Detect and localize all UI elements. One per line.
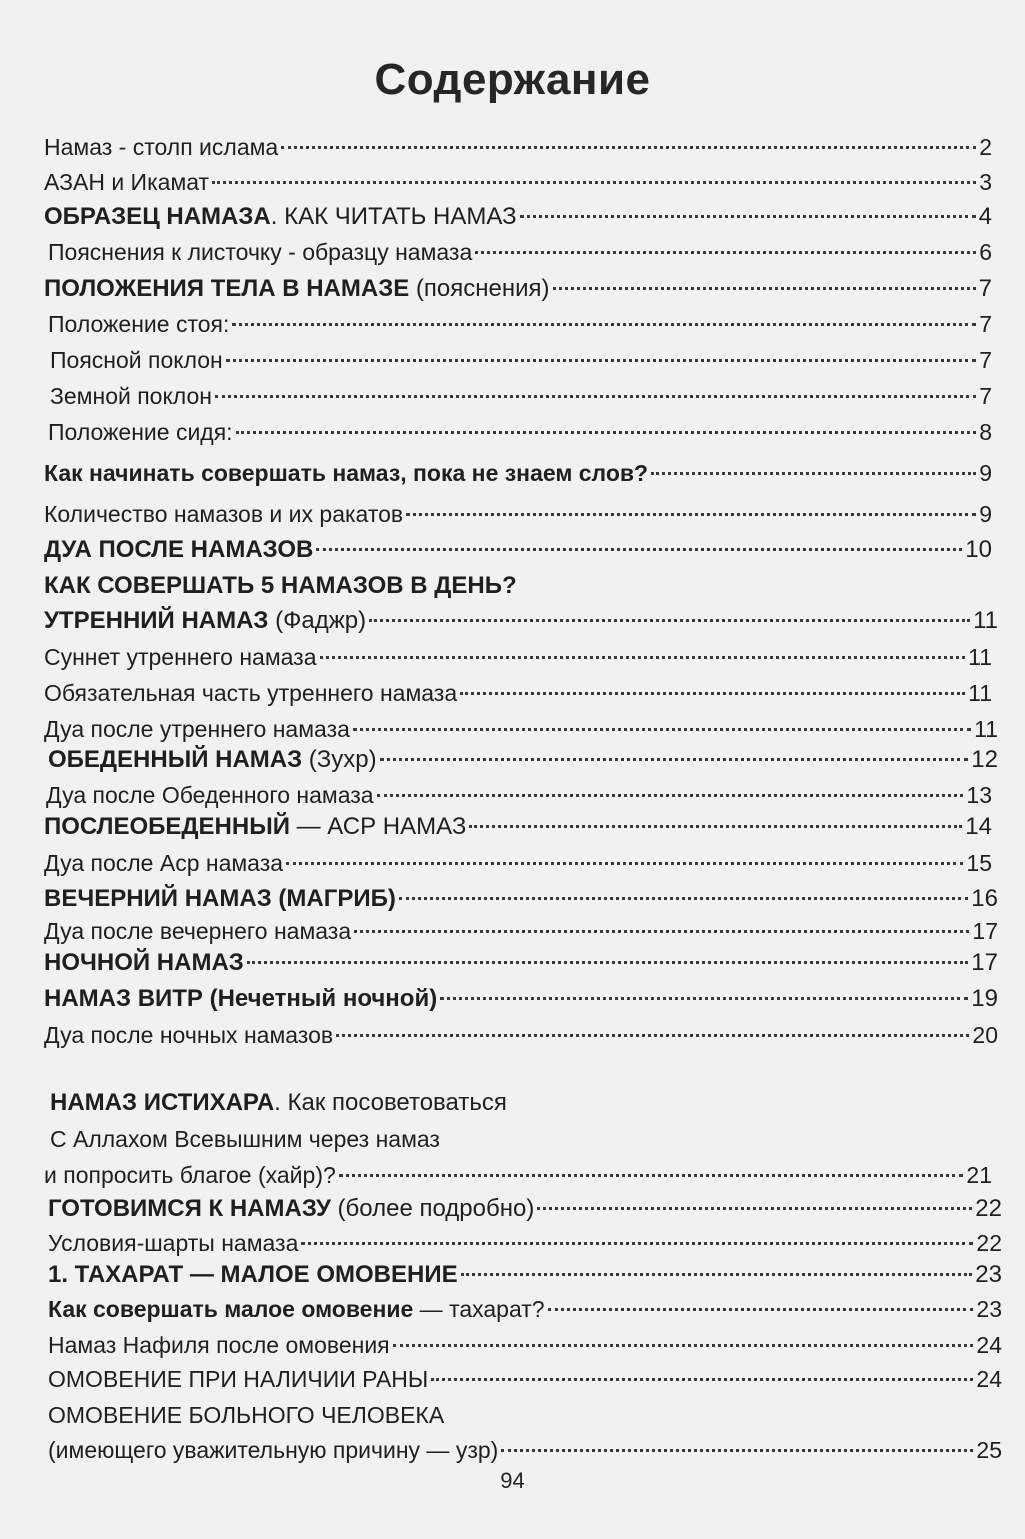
toc-entry-bold-text: НОЧНОЙ НАМАЗ — [44, 949, 244, 976]
toc-entry-bold-text: 1. ТАХАРАТ — МАЛОЕ ОМОВЕНИЕ — [48, 1261, 458, 1288]
toc-entry-bold-text: НАМАЗ ИСТИХАРА — [50, 1089, 275, 1116]
toc-entry-title — [44, 712, 350, 746]
dot-leader — [301, 1242, 973, 1245]
toc-entry — [44, 272, 992, 306]
dot-leader — [281, 146, 976, 149]
toc-entry-bold-text: ВЕЧЕРНИЙ НАМАЗ (МАГРИБ) — [44, 885, 396, 912]
toc-entry-bold-text: ГОТОВИМСЯ К НАМАЗУ — [48, 1195, 331, 1222]
dot-leader — [232, 323, 976, 326]
toc-entry-page: 20 — [972, 1022, 998, 1048]
toc-entry — [48, 307, 992, 341]
page-number: 94 — [500, 1468, 525, 1493]
toc-entry — [44, 810, 992, 844]
dot-leader — [520, 215, 976, 218]
toc-entry — [48, 1226, 1002, 1260]
toc-entry-title — [48, 1258, 458, 1292]
toc-entry — [44, 676, 992, 710]
toc-entry-title — [48, 1192, 534, 1226]
toc-entry-text: (Фаджр) — [268, 607, 367, 634]
toc-entry-title — [48, 1226, 298, 1260]
dot-leader — [215, 395, 976, 398]
toc-entry-bold-text: Как совершать малое омовение — [48, 1296, 414, 1322]
toc-entry — [44, 712, 998, 746]
toc-entry-text: Дуа после Обеденного намаза — [46, 782, 374, 808]
dot-leader — [501, 1449, 973, 1452]
toc-entry-bold-text: ПОЛОЖЕНИЯ ТЕЛА В НАМАЗЕ — [44, 275, 410, 302]
toc-entry-bold-text: ДУА ПОСЛЕ НАМАЗОВ — [44, 536, 314, 563]
toc-entry-text: Условия-шарты намаза — [48, 1230, 299, 1256]
toc-entry-title — [44, 533, 313, 567]
toc-entry-text: АЗАН и Икамат — [44, 169, 210, 195]
dot-leader — [475, 251, 976, 254]
dot-leader — [440, 997, 968, 1000]
toc-entry-bold-text: КАК СОВЕРШАТЬ 5 НАМАЗОВ В ДЕНЬ? — [44, 572, 517, 599]
dot-leader — [320, 656, 966, 659]
toc-entry — [44, 604, 998, 638]
toc-entry — [46, 778, 992, 812]
toc-entry-title — [48, 1362, 428, 1396]
toc-entry-bold-text: ОБЕДЕННЫЙ НАМАЗ — [48, 746, 303, 773]
toc-entry-title — [44, 130, 278, 164]
dot-leader — [393, 1344, 974, 1347]
toc-entry-page: 11 — [968, 644, 992, 670]
toc-entry-page: 14 — [965, 813, 992, 840]
toc-entry-page: 3 — [979, 169, 992, 195]
toc-entry-title — [46, 778, 374, 812]
toc-entry — [50, 343, 992, 377]
dot-leader — [553, 287, 976, 290]
dot-leader — [336, 1034, 969, 1037]
toc-entry — [44, 165, 992, 199]
toc-entry-title — [48, 235, 472, 269]
toc-entry — [44, 569, 992, 603]
toc-entry-page: 13 — [966, 782, 992, 808]
toc-entry-page: 7 — [979, 383, 992, 409]
toc-entry — [44, 1158, 992, 1192]
dot-leader — [431, 1378, 973, 1381]
toc-entry-bold-text: Как начинать совершать намаз, пока не знаем слов? — [44, 460, 649, 486]
toc-entry-title — [50, 343, 223, 377]
toc-entry — [44, 882, 998, 916]
toc-entry-text: Дуа после вечернего намаза — [44, 918, 352, 944]
dot-leader — [537, 1207, 972, 1210]
toc-entry-page: 9 — [979, 460, 992, 486]
toc-entry-page: 17 — [972, 918, 998, 944]
toc-entry-text: Дуа после утреннего намаза — [44, 716, 350, 742]
toc-entry-title — [44, 497, 403, 531]
toc-entry-title — [48, 1398, 444, 1432]
toc-entry-title — [48, 1433, 498, 1467]
toc-entry-page: 25 — [976, 1437, 1002, 1463]
toc-entry-text: и попросить благое (хайр)? — [44, 1162, 336, 1188]
toc-entry-bold-text: УТРЕННИЙ НАМАЗ — [44, 607, 269, 634]
dot-leader — [226, 359, 976, 362]
toc-entry — [48, 1328, 1002, 1362]
dot-leader — [461, 1273, 973, 1276]
toc-entry-page: 7 — [978, 275, 992, 302]
toc-entry — [50, 1086, 992, 1120]
toc-entry-text: ОМОВЕНИЕ БОЛЬНОГО ЧЕЛОВЕКА — [48, 1402, 445, 1428]
toc-entry-text: С Аллахом Всевышним через намаз — [50, 1126, 440, 1152]
toc-entry-text: (имеющего уважительную причину — узр) — [48, 1437, 499, 1463]
toc-entry — [48, 1292, 1002, 1326]
toc-entry-title — [44, 914, 351, 948]
dot-leader — [247, 961, 968, 964]
dot-leader — [316, 548, 962, 551]
toc-entry-page: 15 — [966, 850, 992, 876]
toc-entry-page: 8 — [979, 419, 992, 445]
toc-entry-title — [50, 379, 212, 413]
toc-entry-title — [44, 604, 366, 638]
toc-entry-text: — АСР НАМАЗ — [289, 813, 467, 840]
toc-entry-text: Намаз Нафиля после омовения — [48, 1332, 390, 1358]
toc-entry-text: Дуа после Аср намаза — [44, 850, 284, 876]
dot-leader — [286, 862, 963, 865]
toc-entry-text: Дуа после ночных намазов — [44, 1022, 334, 1048]
dot-leader — [469, 825, 962, 828]
toc-entry — [44, 200, 992, 234]
toc-entry-text: . КАК ЧИТАТЬ НАМАЗ — [270, 203, 517, 230]
dot-leader — [406, 513, 976, 516]
toc-entry-page: 23 — [976, 1296, 1002, 1322]
toc-entry-title — [44, 165, 209, 199]
toc-entry-title — [44, 946, 244, 980]
toc-entry-bold-text: ПОСЛЕОБЕДЕННЫЙ — [44, 813, 290, 840]
dot-leader — [236, 431, 977, 434]
toc-entry-title — [48, 1328, 390, 1362]
toc-entry-title — [44, 640, 317, 674]
toc-entry-title — [44, 982, 437, 1016]
toc-entry-text: (пояснения) — [409, 275, 550, 302]
toc-entry — [44, 640, 992, 674]
toc-entry — [50, 379, 992, 413]
toc-entry-title — [48, 307, 229, 341]
toc-entry-text: ОМОВЕНИЕ ПРИ НАЛИЧИИ РАНЫ — [48, 1366, 429, 1392]
toc-entry-page: 11 — [968, 680, 992, 706]
toc-entry — [50, 1122, 992, 1156]
toc-entry-title — [44, 810, 466, 844]
toc-entry — [48, 1362, 1002, 1396]
toc-entry-text: (Зухр) — [302, 746, 377, 773]
toc-entry-text: Положение стоя: — [48, 311, 230, 337]
toc-entry-page: 11 — [974, 716, 998, 742]
toc-entry-text: . Как посоветоваться — [274, 1089, 507, 1116]
toc-entry-page: 6 — [979, 239, 992, 265]
toc-entry — [44, 982, 998, 1016]
dot-leader — [651, 472, 976, 475]
dot-leader — [460, 692, 965, 695]
toc-entry-page: 23 — [975, 1261, 1002, 1288]
dot-leader — [548, 1308, 974, 1311]
toc-entry-text: Положение сидя: — [48, 419, 233, 445]
toc-entry — [44, 1018, 998, 1052]
toc-entry-page: 7 — [979, 311, 992, 337]
toc-entry-title — [44, 456, 648, 490]
toc-entry-title — [48, 743, 377, 777]
toc-entry — [48, 1433, 1002, 1467]
dot-leader — [353, 728, 971, 731]
dot-leader — [354, 930, 969, 933]
toc-entry — [48, 1192, 1002, 1226]
toc-entry — [48, 415, 992, 449]
toc-entry-page: 22 — [975, 1195, 1002, 1222]
toc-entry-text: Суннет утреннего намаза — [44, 644, 317, 670]
toc-entry-text: — тахарат? — [413, 1296, 545, 1322]
toc-entry-title — [44, 272, 550, 306]
toc-entry-page: 24 — [976, 1332, 1002, 1358]
dot-leader — [212, 181, 976, 184]
toc-entry-page: 21 — [966, 1162, 992, 1188]
dot-leader — [339, 1174, 964, 1177]
toc-entry — [44, 533, 992, 567]
toc-entry-page: 10 — [965, 536, 992, 563]
toc-entry-text: Намаз - столп ислама — [44, 134, 279, 160]
toc-entry-bold-text: ОБРАЗЕЦ НАМАЗА — [44, 203, 271, 230]
dot-leader — [369, 619, 970, 622]
toc-entry-title — [44, 1018, 333, 1052]
toc-entry-page: 12 — [971, 746, 998, 773]
toc-entry-title — [44, 1158, 336, 1192]
toc-entry-page: 17 — [971, 949, 998, 976]
toc-entry-text: (более подробно) — [330, 1195, 535, 1222]
toc-entry — [48, 235, 992, 269]
toc-entry-bold-text: НАМАЗ ВИТР (Нечетный ночной) — [44, 985, 438, 1012]
toc-entry-page: 9 — [979, 501, 992, 527]
toc-entry-page: 24 — [976, 1366, 1002, 1392]
page-title: Содержание — [374, 55, 651, 104]
toc-entry-page: 11 — [973, 607, 998, 634]
toc-entry-text: Земной поклон — [50, 383, 212, 409]
toc-entry — [44, 497, 992, 531]
toc-entry-title — [50, 1122, 440, 1156]
toc-entry — [44, 846, 992, 880]
toc-entry-text: Количество намазов и их ракатов — [44, 501, 404, 527]
toc-entry-title — [44, 882, 396, 916]
toc-entry — [48, 1258, 1002, 1292]
toc-entry — [44, 946, 998, 980]
toc-entry-page: 7 — [979, 347, 992, 373]
toc-entry — [48, 743, 998, 777]
toc-entry-title — [48, 1292, 545, 1326]
toc-entry-title — [44, 200, 517, 234]
toc-entry-title — [44, 846, 283, 880]
toc-entry-title — [48, 415, 233, 449]
toc-entry — [48, 1398, 1002, 1432]
toc-entry-title — [44, 676, 457, 710]
toc-entry-title — [44, 569, 517, 603]
toc-entry-page: 4 — [978, 203, 992, 230]
toc-entry-page: 16 — [971, 885, 998, 912]
dot-leader — [380, 758, 969, 761]
toc-entry — [44, 914, 998, 948]
toc-entry-title — [50, 1086, 507, 1120]
toc-entry-text: Поясной поклон — [50, 347, 223, 373]
toc-entry-page: 2 — [979, 134, 992, 160]
toc-entry-page: 19 — [971, 985, 998, 1012]
toc-entry — [44, 456, 992, 490]
toc-entry-text: Обязательная часть утреннего намаза — [44, 680, 458, 706]
dot-leader — [377, 794, 964, 797]
dot-leader — [399, 897, 968, 900]
toc-entry — [44, 130, 992, 164]
toc-entry-page: 22 — [976, 1230, 1002, 1256]
toc-entry-text: Пояснения к листочку - образцу намаза — [48, 239, 473, 265]
